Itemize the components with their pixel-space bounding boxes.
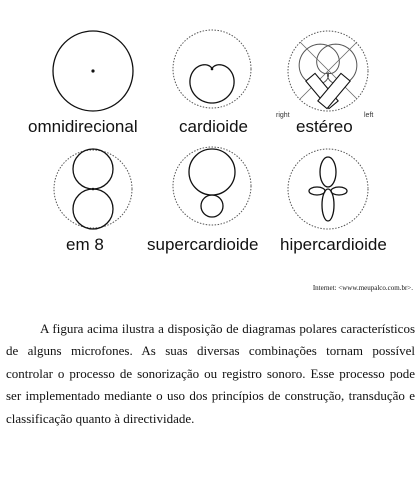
stereo-pattern [288, 31, 368, 111]
label-omnidirectional: omnidirecional [28, 117, 138, 136]
figure-credit: Internet: <www.meupalco.com.br>. [312, 284, 413, 292]
body-paragraph: A figura acima ilustra a disposição de diagramas polares característicos de alguns microfones. As suas diversas combinações tornam possível controlar o processo de sonorização ou registro sonoro. Esse processo pode ser implementado mediante o uso dos princípios de construção, transdução e classificação quanto à directividade. [6, 321, 415, 426]
label-stereo-right: right [276, 112, 290, 119]
label-cardioid: cardioide [179, 117, 248, 136]
label-figure-eight: em 8 [66, 235, 104, 254]
label-supercardioid: supercardioide [147, 235, 259, 254]
figure-eight-pattern [54, 149, 132, 229]
cardioid-pattern [173, 30, 251, 108]
label-stereo: estéreo [296, 117, 353, 136]
label-hypercardioid: hipercardioide [280, 235, 387, 254]
hypercardioid-pattern [288, 149, 368, 229]
omnidirectional-pattern [53, 31, 133, 111]
label-stereo-left: left [364, 112, 374, 119]
supercardioid-pattern [173, 147, 251, 225]
